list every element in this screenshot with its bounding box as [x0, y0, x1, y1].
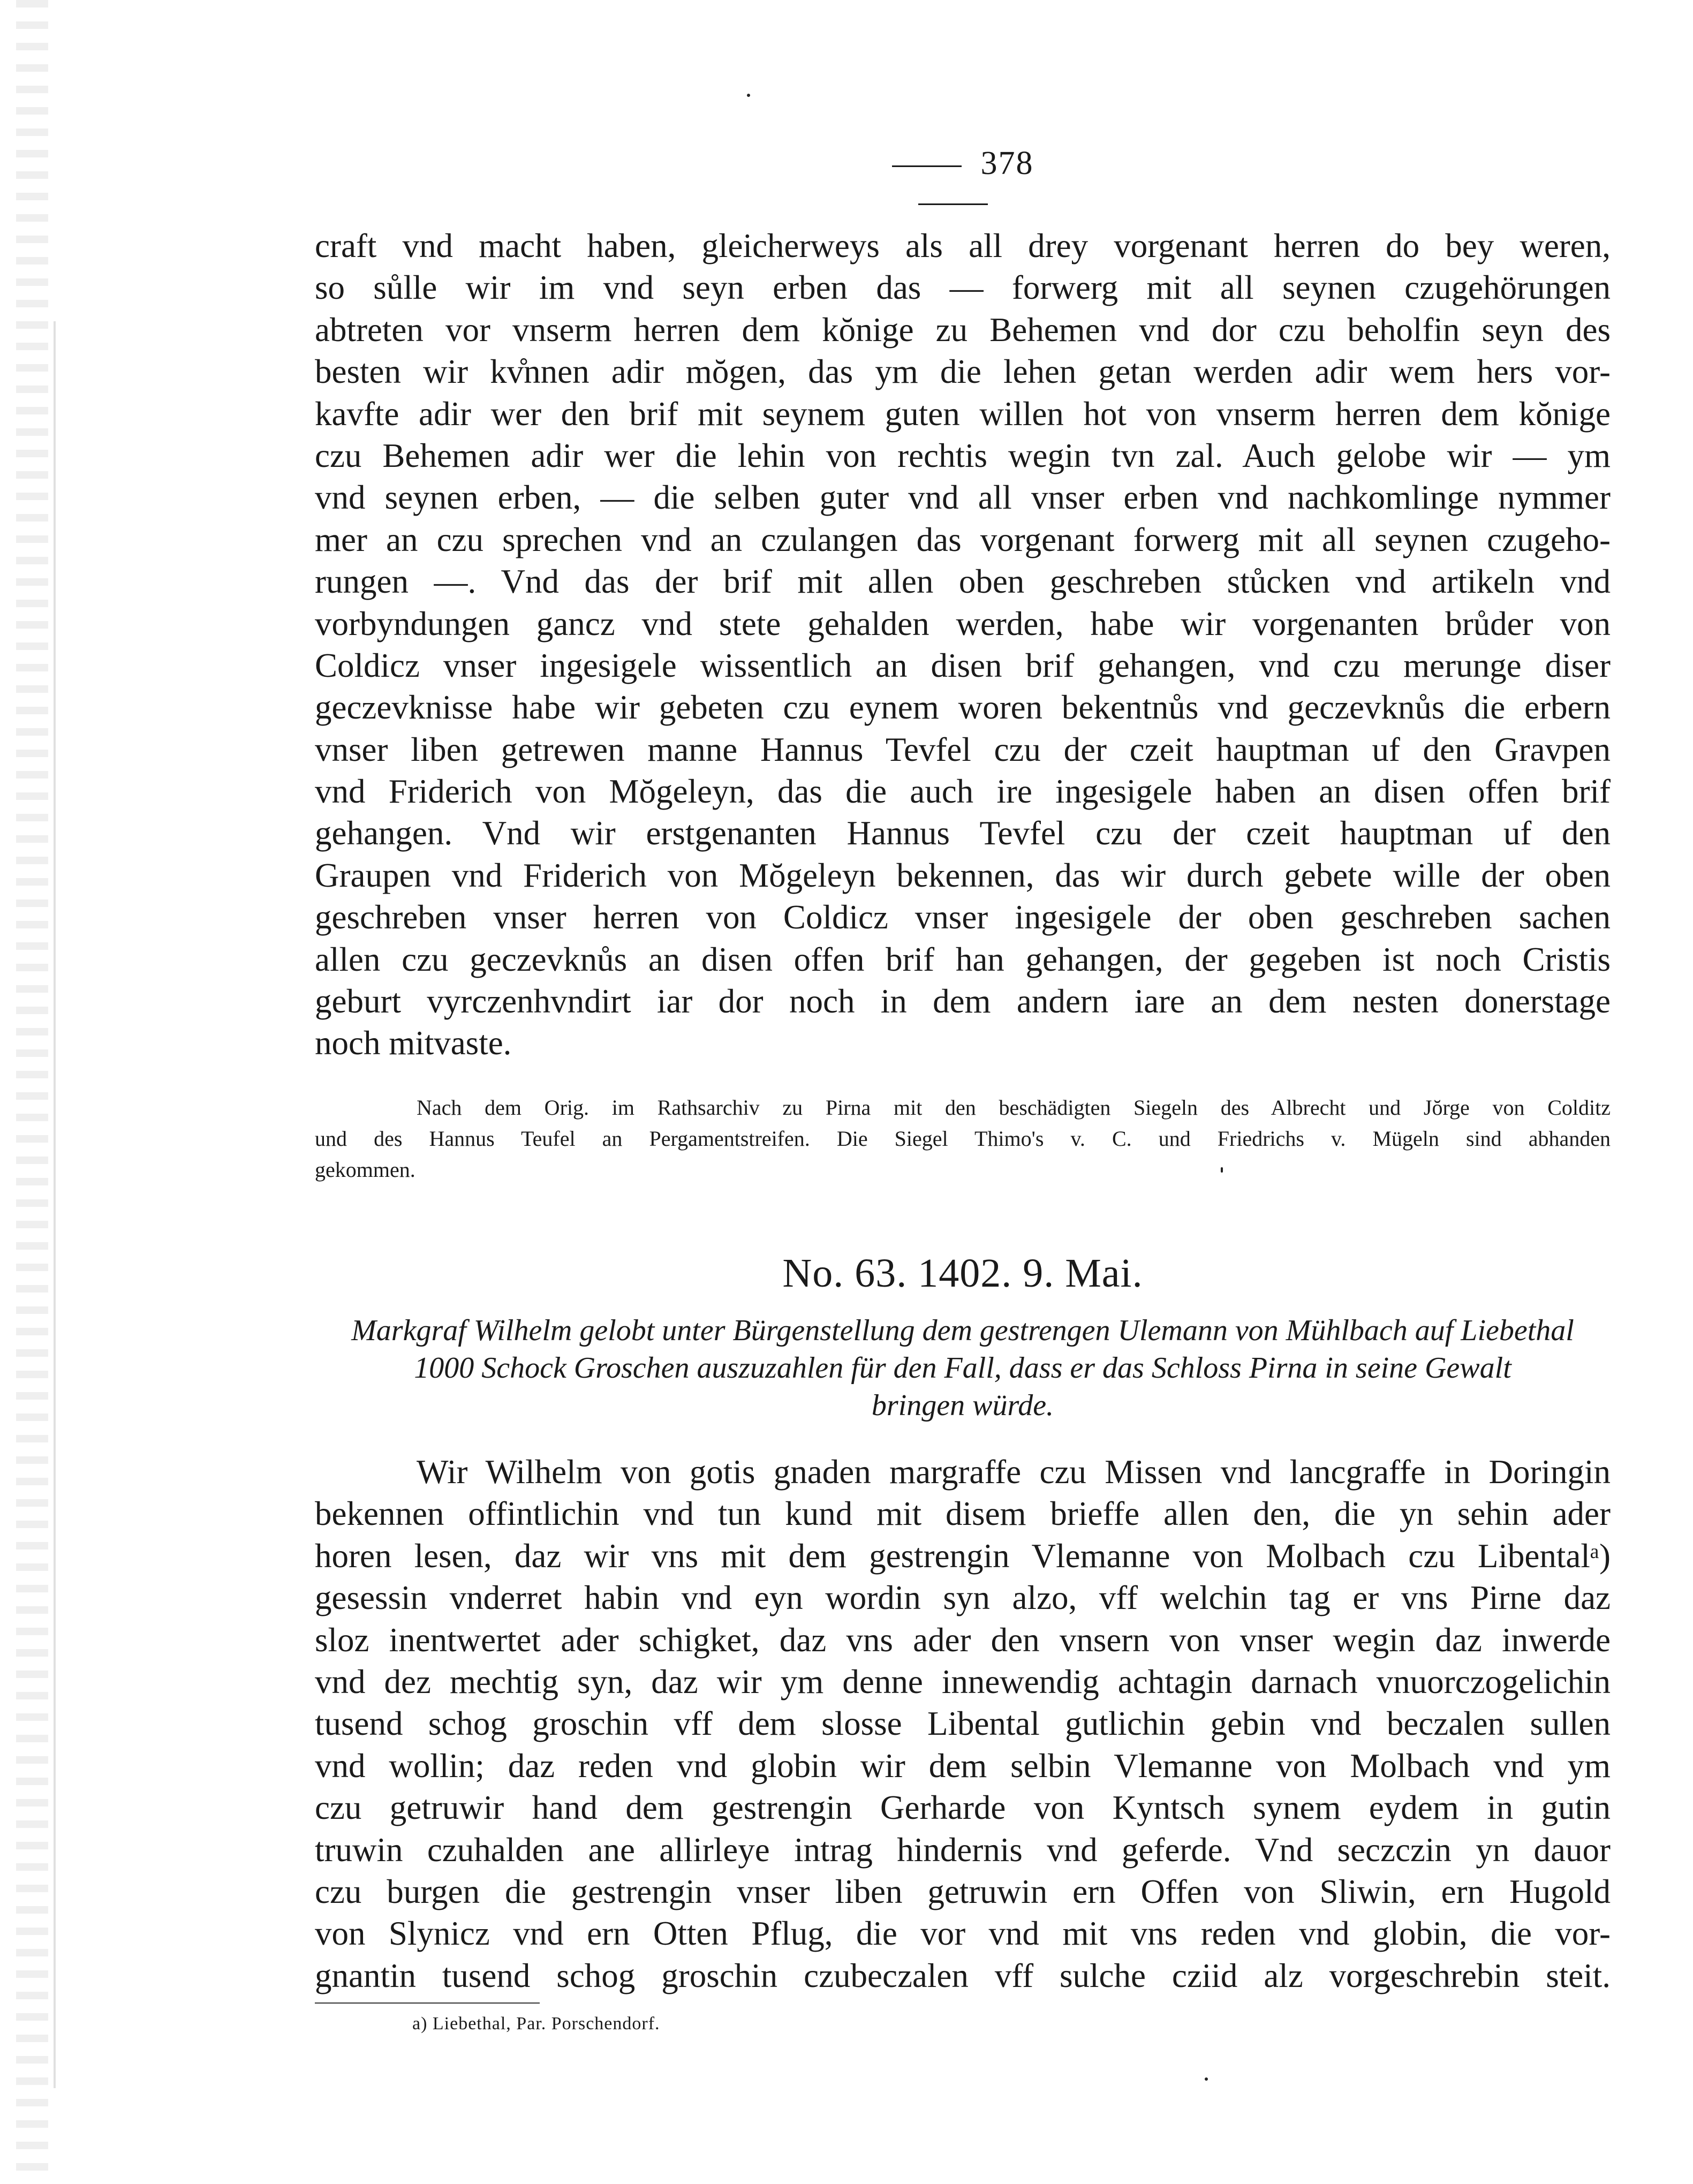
text-line: horen lesen, daz wir vns mit dem gestrengin Vlemanne von Molbach czu Libentalᵃ) [315, 1537, 1611, 1575]
document-text [315, 1451, 1611, 1997]
page-number-right-dash [918, 203, 988, 205]
scan-speck [747, 94, 750, 97]
page-number-header [825, 145, 1082, 221]
text-line: allen czu geczevknůs an disen offen brif han gehangen, der gegeben ist noch Cristis [315, 940, 1611, 978]
scan-binding-line [54, 321, 56, 2088]
text-line: czu burgen die gestrengin vnser liben getruwin ern Offen von Sliwin, ern Hugold [315, 1872, 1611, 1910]
text-line: kavfte adir wer den brif mit seynem guten willen hot von vnserm herren dem kŏnige [315, 395, 1611, 433]
text-line: noch mitvaste. [315, 1024, 512, 1062]
page-number-left-dash [892, 165, 962, 167]
text-line: gehangen. Vnd wir erstgenanten Hannus Tevfel czu der czeit hauptman uf den [315, 814, 1611, 852]
text-line: czu Behemen adir wer die lehin von rechtis wegin tvn zal. Auch gelobe wir — ym [315, 436, 1611, 474]
summary-line: Markgraf Wilhelm gelobt unter Bürgenstellung dem gestrengen Ulemann von Mühlbach auf Liebethal [351, 1314, 1574, 1347]
source-note-line: gekommen. [315, 1158, 415, 1182]
text-line: Wir Wilhelm von gotis gnaden margraffe czu Missen vnd lancgraffe in Doringin [417, 1453, 1611, 1491]
text-line: so sůlle wir im vnd seyn erben das — forwerg mit all seynen czugehörungen [315, 269, 1611, 307]
footnote: a) Liebethal, Par. Porschendorf. [412, 2014, 660, 2034]
text-line: geczevknisse habe wir gebeten czu eynem woren bekentnůs vnd geczevknůs die erbern [315, 689, 1611, 727]
text-line: von Slynicz vnd ern Otten Pflug, die vor vnd mit vns reden vnd globin, die vor- [315, 1915, 1611, 1953]
text-line: geburt vyrczenhvndirt iar dor noch in dem andern iare an dem nesten donerstage [315, 983, 1611, 1021]
text-line: geschreben vnser herren von Coldicz vnser ingesigele der oben geschreben sachen [315, 898, 1611, 936]
document-summary [315, 1312, 1611, 1424]
source-note [315, 1092, 1611, 1185]
text-line: tusend schog groschin vff dem slosse Libental gutlichin gebin vnd beczalen sullen [315, 1705, 1611, 1743]
text-line: vnd wollin; daz reden vnd globin wir dem selbin Vlemanne von Molbach vnd ym [315, 1747, 1611, 1785]
source-note-line: Nach dem Orig. im Rathsarchiv zu Pirna mit den beschädigten Siegeln des Albrecht und Jŏrge von Colditz [417, 1095, 1611, 1120]
text-line: Graupen vnd Friderich von Mŏgeleyn bekennen, das wir durch gebete wille der oben [315, 856, 1611, 894]
text-line: abtreten vor vnserm herren dem kŏnige zu Behemen vnd dor czu beholfin seyn des [315, 311, 1611, 349]
text-line: besten wir kv̊nnen adir mŏgen, das ym die lehen getan werden adir wem hers vor- [315, 353, 1611, 391]
scan-speck [1221, 1167, 1223, 1173]
document-heading: No. 63. 1402. 9. Mai. [782, 1251, 1143, 1296]
text-line: gnantin tusend schog groschin czubeczalen vff sulche cziid alz vorgeschrebin steit. [315, 1956, 1611, 1994]
text-line: vnd seynen erben, — die selben guter vnd all vnser erben vnd nachkomlinge nymmer [315, 479, 1611, 517]
scan-binding-edge [16, 0, 48, 2184]
text-line: sloz inentwertet ader schigket, daz vns ader den vnsern von vnser wegin daz inwerde [315, 1621, 1611, 1659]
scan-speck [1205, 2077, 1208, 2081]
summary-line: 1000 Schock Groschen auszuzahlen für den Fall, dass er das Schloss Pirna in seine Gewalt [414, 1351, 1511, 1385]
text-line: craft vnd macht haben, gleicherweys als all drey vorgenant herren do bey weren, [315, 227, 1611, 265]
text-line: Coldicz vnser ingesigele wissentlich an disen brif gehangen, vnd czu merunge diser [315, 646, 1611, 684]
summary-line: bringen würde. [871, 1389, 1054, 1422]
text-line: bekennen offintlichin vnd tun kund mit disem brieffe allen den, die yn sehin ader [315, 1495, 1611, 1533]
text-line: rungen —. Vnd das der brif mit allen oben geschreben stůcken vnd artikeln vnd [315, 563, 1611, 601]
text-line: vnd Friderich von Mŏgeleyn, das die auch ire ingesigele haben an disen offen brif [315, 773, 1611, 811]
text-line: mer an czu sprechen vnd an czulangen das vorgenant forwerg mit all seynen czugeho- [315, 520, 1611, 558]
text-line: truwin czuhalden ane allirleye intrag hindernis vnd geferde. Vnd seczczin yn dauor [315, 1831, 1611, 1869]
text-line: czu getruwir hand dem gestrengin Gerharde von Kyntsch synem eydem in gutin [315, 1789, 1611, 1827]
text-line: vnd dez mechtig syn, daz wir ym denne innewendig achtagin darnach vnuorczogelichin [315, 1662, 1611, 1701]
text-line: vorbyndungen gancz vnd stete gehalden werden, habe wir vorgenanten brůder von [315, 604, 1611, 643]
continuation-text [315, 225, 1611, 1064]
text-line: vnser liben getrewen manne Hannus Tevfel czu der czeit hauptman uf den Gravpen [315, 730, 1611, 768]
page-number: 378 [980, 145, 1034, 182]
footnote-rule [315, 2002, 540, 2004]
text-line: gesessin vnderret habin vnd eyn wordin syn alzo, vff welchin tag er vns Pirne daz [315, 1579, 1611, 1617]
source-note-line: und des Hannus Teufel an Pergamentstreifen. Die Siegel Thimo's v. C. und Friedrichs v. Mügeln sind abhanden [315, 1127, 1611, 1151]
